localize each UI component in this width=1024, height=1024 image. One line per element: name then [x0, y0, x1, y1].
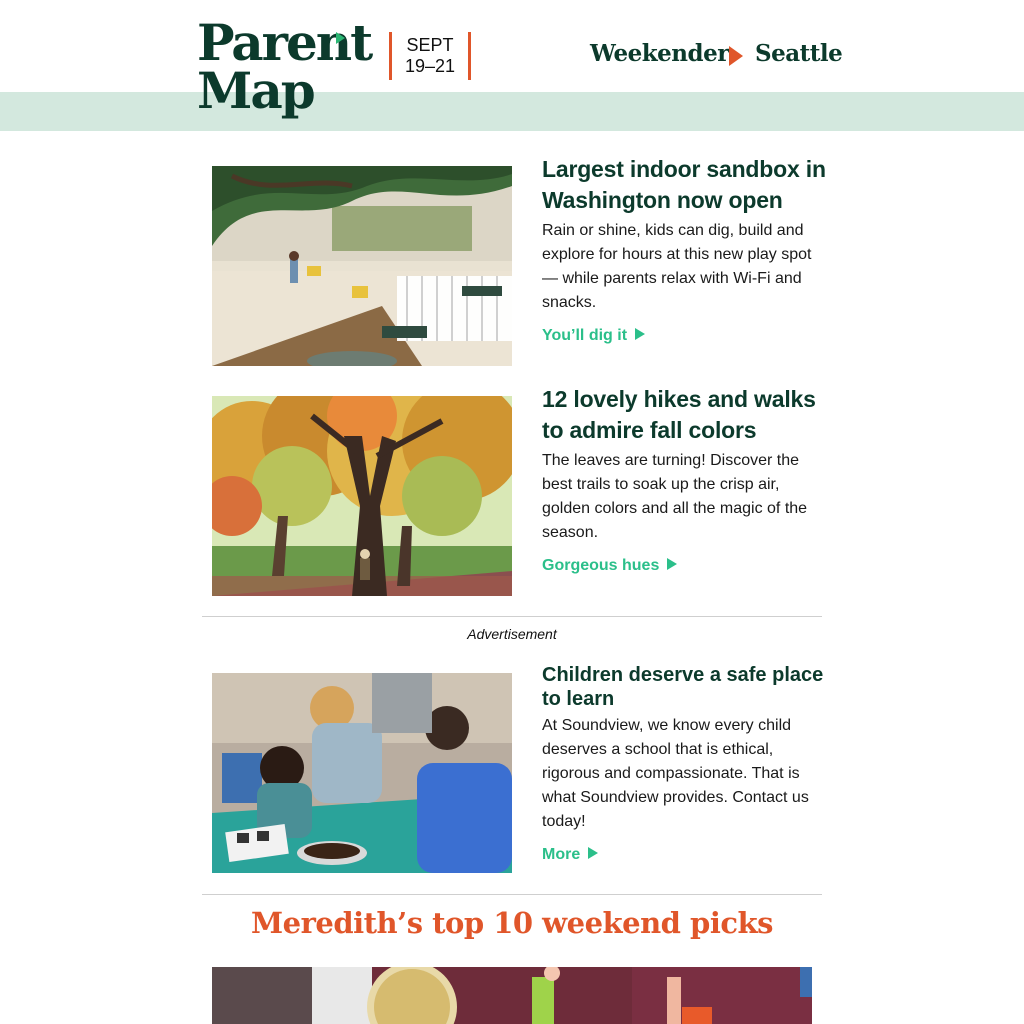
article-sandbox-body	[542, 154, 827, 346]
read-more-label: Gorgeous hues	[542, 557, 660, 574]
fall-trees-photo[interactable]	[212, 396, 512, 596]
read-more-label: You’ll dig it	[542, 327, 628, 344]
right-arrow-icon	[635, 328, 645, 340]
fall-trees-illustration	[212, 396, 512, 596]
weekend-picks-illustration	[212, 967, 812, 1024]
edition-name: Weekender	[590, 40, 729, 67]
edition-title	[590, 38, 843, 72]
article-title[interactable]: 12 lovely hikes and walks to admire fall colors	[542, 386, 816, 443]
divider	[202, 616, 822, 617]
parentmap-logo[interactable]	[197, 13, 372, 126]
right-arrow-icon	[667, 558, 677, 570]
logo-word-map: Map	[197, 61, 314, 120]
article-summary: Rain or shine, kids can dig, build and explore for hours at this new play spot — while parents relax with Wi-Fi and snacks.	[542, 222, 812, 311]
logo-word-parent: Parent	[197, 13, 372, 72]
edition-city: Seattle	[755, 40, 843, 67]
ad-more-label: More	[542, 846, 581, 863]
logo-play-icon	[336, 32, 345, 44]
article-fall-hikes-body	[542, 384, 827, 576]
ad-soundview	[212, 664, 824, 873]
ad-more-link[interactable]	[542, 845, 598, 865]
ad-title[interactable]: Children deserve a safe place to learn	[542, 664, 824, 710]
article-summary: The leaves are turning! Discover the best trails to soak up the crisp air, golden colors and all the magic of the season.	[542, 452, 808, 541]
classroom-illustration	[212, 673, 512, 873]
article-title[interactable]: Largest indoor sandbox in Washington now open	[542, 156, 826, 213]
weekend-picks-heading: Meredith’s top 10 weekend picks	[251, 906, 773, 940]
issue-date	[389, 32, 471, 80]
sandbox-photo[interactable]	[212, 166, 512, 366]
read-more-link[interactable]	[542, 326, 645, 346]
classroom-photo[interactable]	[212, 673, 512, 873]
right-arrow-icon	[588, 847, 598, 859]
issue-month: SEPT	[406, 35, 454, 55]
email-header	[0, 0, 1024, 131]
read-more-link[interactable]	[542, 556, 677, 576]
ad-soundview-body	[542, 663, 827, 865]
issue-days: 19–21	[404, 56, 456, 76]
article-fall-hikes	[212, 386, 822, 596]
sandbox-photo-illustration	[212, 166, 512, 366]
article-sandbox	[212, 156, 826, 366]
ad-summary: At Soundview, we know every child deserves a school that is ethical, rigorous and compassionate. That is what Soundview provides. Contact us today!	[542, 717, 809, 830]
advertisement-label: Advertisement	[467, 626, 557, 642]
edition-arrow-icon	[729, 46, 743, 66]
weekend-picks-photo[interactable]	[212, 967, 812, 1024]
divider	[202, 894, 822, 895]
